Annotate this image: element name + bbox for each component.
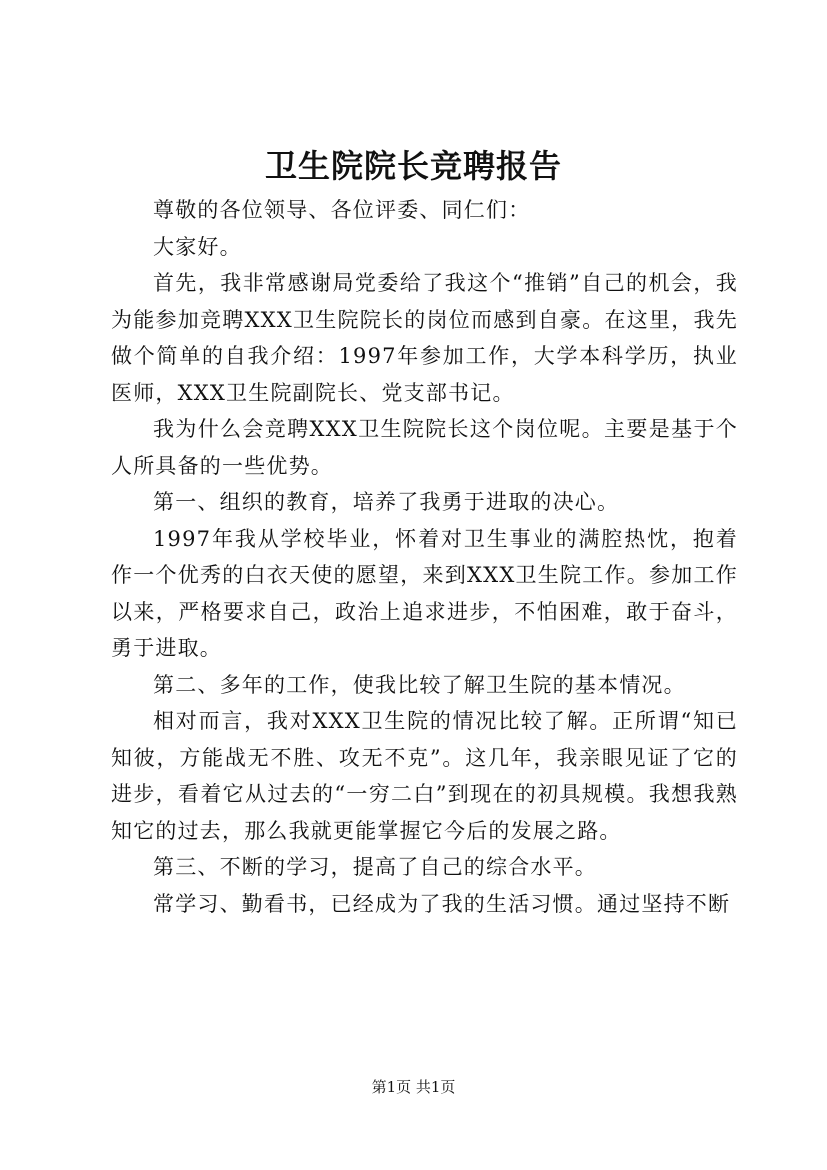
greeting-paragraph: 大家好。 bbox=[153, 234, 242, 259]
salutation-paragraph: 尊敬的各位领导、各位评委、同仁们： bbox=[153, 198, 531, 222]
document-title: 卫生院院长竞聘报告 bbox=[264, 147, 562, 185]
point-two-heading: 第二、多年的工作，使我比较了解卫生院的基本情况。 bbox=[153, 672, 686, 697]
point-one-heading: 第一、组织的教育，培养了我勇于进取的决心。 bbox=[153, 490, 620, 514]
point-three-heading: 第三、不断的学习，提高了自己的综合水平。 bbox=[153, 855, 597, 879]
document-body bbox=[111, 192, 738, 922]
page-footer: 第1页 共1页 bbox=[371, 1078, 456, 1096]
point-two-paragraph: 相对而言，我对XXX卫生院的情况比较了解。正所谓“知已知彼，方能战无不胜、攻无不克”。这几年，我亲眼见证了它的进步，看着它从过去的“一穷二白”到现在的初具规模。我想我熟知它的过去，那么我就更能掌握它今后的发展之路。 bbox=[111, 709, 738, 843]
intro-paragraph: 首先，我非常感谢局党委给了我这个“推销”自己的机会，我为能参加竞聘XXX卫生院院长的岗位而感到自豪。在这里，我先做个简单的自我介绍：1997年参加工作，大学本科学历，执业医师，XXX卫生院副院长、党支部书记。 bbox=[111, 271, 738, 405]
point-one-paragraph: 1997年我从学校毕业，怀着对卫生事业的满腔热忱，抱着作一个优秀的白衣天使的愿望，来到XXX卫生院工作。参加工作以来，严格要求自己，政治上追求进步，不怕困难，敢于奋斗，勇于进取。 bbox=[111, 526, 738, 660]
reason-paragraph: 我为什么会竞聘XXX卫生院院长这个岗位呢。主要是基于个人所具备的一些优势。 bbox=[111, 417, 738, 478]
point-three-paragraph: 常学习、勤看书，已经成为了我的生活习惯。通过坚持不断 bbox=[153, 891, 731, 916]
